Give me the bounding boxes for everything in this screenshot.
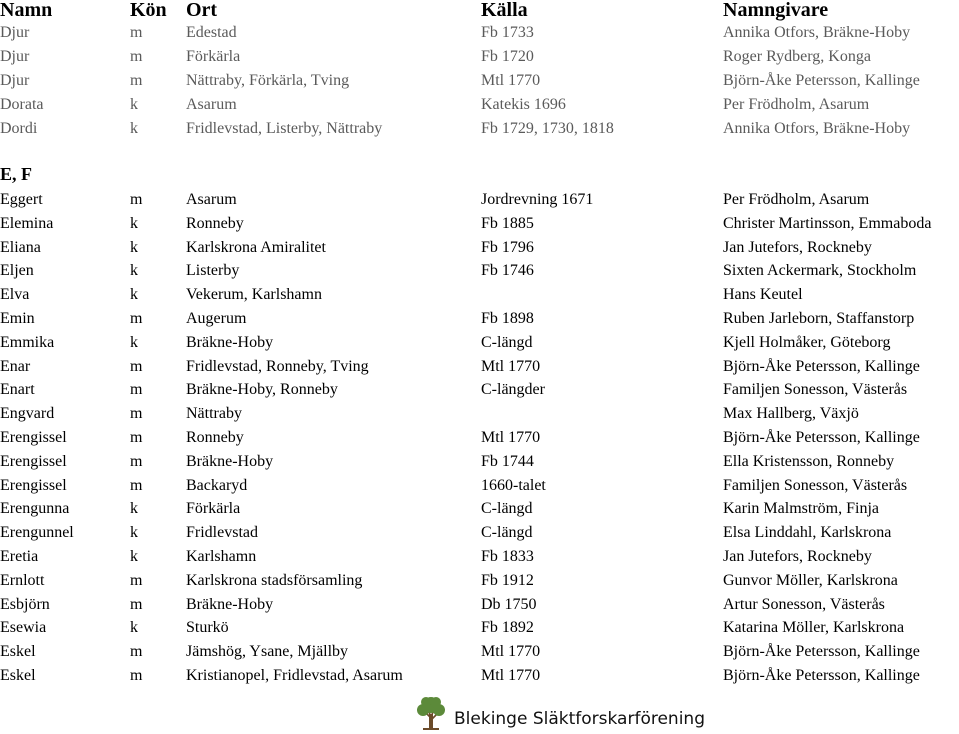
column-header-source: Källa <box>481 0 528 21</box>
table-row <box>0 189 959 211</box>
cell-gender: m <box>130 452 143 470</box>
cell-name: Elva <box>0 286 30 304</box>
cell-name: Dordi <box>0 120 38 137</box>
cell-name-giver: Jan Jutefors, Rockneby <box>723 548 872 565</box>
cell-name: Esbjörn <box>0 595 50 613</box>
cell-place: Fridlevstad, Ronneby, Tving <box>186 357 369 375</box>
table-header <box>0 0 959 20</box>
tree-crown-upper-left <box>421 697 431 707</box>
cell-source: Mtl 1770 <box>481 667 541 684</box>
cell-name: Elemina <box>0 214 54 232</box>
cell-name: Djur <box>0 72 30 89</box>
footer <box>413 694 753 734</box>
cell-place: Asarum <box>186 96 237 113</box>
section-heading-ef: E, F <box>0 164 33 184</box>
cell-gender: m <box>130 381 143 399</box>
cell-place: Karlskrona Amiralitet <box>186 238 326 256</box>
tree-ground <box>423 728 439 730</box>
cell-place: Bräkne-Hoby <box>186 452 274 470</box>
cell-place: Kristianopel, Fridlevstad, Asarum <box>186 667 403 684</box>
cell-name-giver: Max Hallberg, Växjö <box>723 405 859 423</box>
cell-name: Erengissel <box>0 429 67 446</box>
cell-source: C-längd <box>481 524 533 542</box>
table-row <box>0 70 959 92</box>
cell-gender: k <box>130 214 138 232</box>
cell-source: Fb 1796 <box>481 238 534 256</box>
cell-name-giver: Björn-Åke Petersson, Kallinge <box>723 667 920 684</box>
cell-name-giver: Sixten Ackermark, Stockholm <box>723 262 917 280</box>
cell-place: Edestad <box>186 24 237 41</box>
cell-gender: m <box>130 357 143 375</box>
cell-name-giver: Karin Malmström, Finja <box>723 500 879 518</box>
table-row <box>0 498 959 520</box>
tree-icon <box>413 694 449 732</box>
table-row <box>0 403 959 425</box>
cell-place: Fridlevstad <box>186 524 258 542</box>
cell-name: Eggert <box>0 191 43 208</box>
cell-place: Bräkne-Hoby <box>186 595 274 613</box>
cell-name-giver: Kjell Holmåker, Göteborg <box>723 333 891 351</box>
table-row <box>0 332 959 354</box>
cell-source: Fb 1746 <box>481 262 534 280</box>
cell-gender: k <box>130 120 138 137</box>
cell-source: C-längd <box>481 500 533 518</box>
cell-source: Mtl 1770 <box>481 357 541 375</box>
cell-gender: k <box>130 500 138 518</box>
table-row <box>0 665 959 687</box>
cell-source: Mtl 1770 <box>481 643 541 661</box>
cell-place: Backaryd <box>186 476 248 494</box>
cell-name-giver: Annika Otfors, Bräkne-Hoby <box>723 120 911 137</box>
cell-name-giver: Artur Sonesson, Västerås <box>723 595 885 613</box>
cell-name-giver: Ella Kristensson, Ronneby <box>723 452 895 470</box>
cell-name-giver: Björn-Åke Petersson, Kallinge <box>723 72 920 89</box>
cell-source: Fb 1833 <box>481 548 534 565</box>
cell-source: Fb 1744 <box>481 452 534 470</box>
cell-name: Eljen <box>0 262 34 280</box>
cell-gender: m <box>130 310 143 327</box>
cell-name: Eskel <box>0 643 36 661</box>
cell-gender: m <box>130 405 143 423</box>
cell-place: Förkärla <box>186 48 241 65</box>
cell-name: Eretia <box>0 548 39 565</box>
cell-gender: k <box>130 286 138 304</box>
cell-name-giver: Per Frödholm, Asarum <box>723 96 870 113</box>
table-row <box>0 213 959 235</box>
cell-name: Emmika <box>0 333 55 351</box>
column-header-name-giver: Namngivare <box>723 0 829 21</box>
cell-place: Vekerum, Karlshamn <box>186 286 322 304</box>
cell-place: Karlshamn <box>186 548 257 565</box>
cell-name-giver: Björn-Åke Petersson, Kallinge <box>723 643 920 661</box>
cell-place: Ronneby <box>186 429 244 446</box>
cell-name-giver: Ruben Jarleborn, Staffanstorp <box>723 310 915 327</box>
cell-place: Nättraby, Förkärla, Tving <box>186 72 350 89</box>
column-header-place: Ort <box>186 0 218 21</box>
cell-name: Ernlott <box>0 571 45 589</box>
cell-place: Bräkne-Hoby, Ronneby <box>186 381 338 399</box>
cell-source: C-längder <box>481 381 545 399</box>
cell-gender: k <box>130 262 138 280</box>
cell-name-giver: Familjen Sonesson, Västerås <box>723 381 908 399</box>
cell-gender: m <box>130 191 143 208</box>
table-row <box>0 641 959 663</box>
cell-name: Engvard <box>0 405 55 423</box>
cell-gender: m <box>130 48 143 65</box>
cell-place: Nättraby <box>186 405 242 423</box>
table-row <box>0 356 959 378</box>
table-row <box>0 475 959 497</box>
cell-source: Jordrevning 1671 <box>481 191 594 208</box>
cell-name: Eliana <box>0 238 41 256</box>
cell-name-giver: Gunvor Möller, Karlskrona <box>723 571 898 589</box>
cell-gender: k <box>130 548 138 565</box>
cell-gender: m <box>130 24 143 41</box>
table-row <box>0 522 959 544</box>
cell-source: Fb 1885 <box>481 214 534 232</box>
cell-source: Db 1750 <box>481 595 537 613</box>
table-row <box>0 379 959 401</box>
cell-name: Enart <box>0 381 35 399</box>
cell-name-giver: Roger Rydberg, Konga <box>723 48 871 65</box>
cell-gender: m <box>130 643 143 661</box>
cell-name-giver: Hans Keutel <box>723 286 803 304</box>
cell-gender: k <box>130 238 138 256</box>
cell-gender: k <box>130 619 138 637</box>
cell-source: Fb 1912 <box>481 571 534 589</box>
cell-place: Augerum <box>186 310 247 327</box>
cell-gender: m <box>130 595 143 613</box>
cell-place: Ronneby <box>186 214 244 232</box>
cell-name: Dorata <box>0 96 44 113</box>
table-row <box>0 46 959 68</box>
cell-place: Bräkne-Hoby <box>186 333 274 351</box>
table-row <box>0 451 959 473</box>
cell-gender: m <box>130 571 143 589</box>
column-header-gender: Kön <box>130 0 167 21</box>
table-row <box>0 308 959 330</box>
cell-source: Fb 1892 <box>481 619 534 637</box>
table-row <box>0 94 959 116</box>
cell-place: Förkärla <box>186 500 241 518</box>
cell-name: Djur <box>0 24 30 41</box>
cell-name-giver: Per Frödholm, Asarum <box>723 191 870 208</box>
cell-source: Fb 1733 <box>481 24 534 41</box>
table-row <box>0 427 959 449</box>
cell-gender: k <box>130 524 138 542</box>
cell-gender: m <box>130 476 143 494</box>
table-row <box>0 284 959 306</box>
cell-place: Fridlevstad, Listerby, Nättraby <box>186 120 383 137</box>
table-row <box>0 118 959 140</box>
column-header-name: Namn <box>0 0 53 21</box>
cell-name: Erengissel <box>0 452 67 470</box>
cell-place: Jämshög, Ysane, Mjällby <box>186 643 349 661</box>
cell-name-giver: Jan Jutefors, Rockneby <box>723 238 872 256</box>
organization-name: Blekinge Släktforskarförening <box>454 709 705 729</box>
cell-name-giver: Björn-Åke Petersson, Kallinge <box>723 429 920 446</box>
cell-source: Fb 1729, 1730, 1818 <box>481 120 614 137</box>
table-row <box>0 617 959 639</box>
cell-name-giver: Björn-Åke Petersson, Kallinge <box>723 357 920 375</box>
cell-source: Fb 1720 <box>481 48 534 65</box>
cell-name-giver: Familjen Sonesson, Västerås <box>723 476 908 494</box>
cell-gender: m <box>130 429 143 446</box>
table-row <box>0 22 959 44</box>
cell-name: Emin <box>0 310 35 327</box>
cell-gender: m <box>130 667 143 684</box>
cell-source: C-längd <box>481 333 533 351</box>
cell-place: Sturkö <box>186 619 229 637</box>
tree-crown-upper-right <box>431 697 441 707</box>
cell-source: Katekis 1696 <box>481 96 566 113</box>
cell-place: Listerby <box>186 262 240 280</box>
table-row <box>0 546 959 568</box>
cell-source: Fb 1898 <box>481 310 534 327</box>
cell-name: Eskel <box>0 667 36 684</box>
cell-gender: k <box>130 96 138 113</box>
cell-place: Asarum <box>186 191 237 208</box>
table-row <box>0 594 959 616</box>
cell-name: Enar <box>0 357 31 375</box>
cell-name: Erengunnel <box>0 524 74 542</box>
table-row <box>0 237 959 259</box>
cell-source: Mtl 1770 <box>481 72 541 89</box>
cell-name: Esewia <box>0 619 47 637</box>
cell-gender: m <box>130 72 143 89</box>
cell-gender: k <box>130 333 138 351</box>
cell-name-giver: Christer Martinsson, Emmaboda <box>723 214 932 232</box>
cell-name-giver: Annika Otfors, Bräkne-Hoby <box>723 24 911 41</box>
table-row <box>0 570 959 592</box>
cell-source: 1660-talet <box>481 476 546 494</box>
cell-name-giver: Elsa Linddahl, Karlskrona <box>723 524 892 542</box>
cell-name: Erengissel <box>0 476 67 494</box>
cell-name: Djur <box>0 48 30 65</box>
table-row <box>0 260 959 282</box>
cell-place: Karlskrona stadsförsamling <box>186 571 363 589</box>
cell-name-giver: Katarina Möller, Karlskrona <box>723 619 905 637</box>
cell-source: Mtl 1770 <box>481 429 541 446</box>
cell-name: Erengunna <box>0 500 70 518</box>
